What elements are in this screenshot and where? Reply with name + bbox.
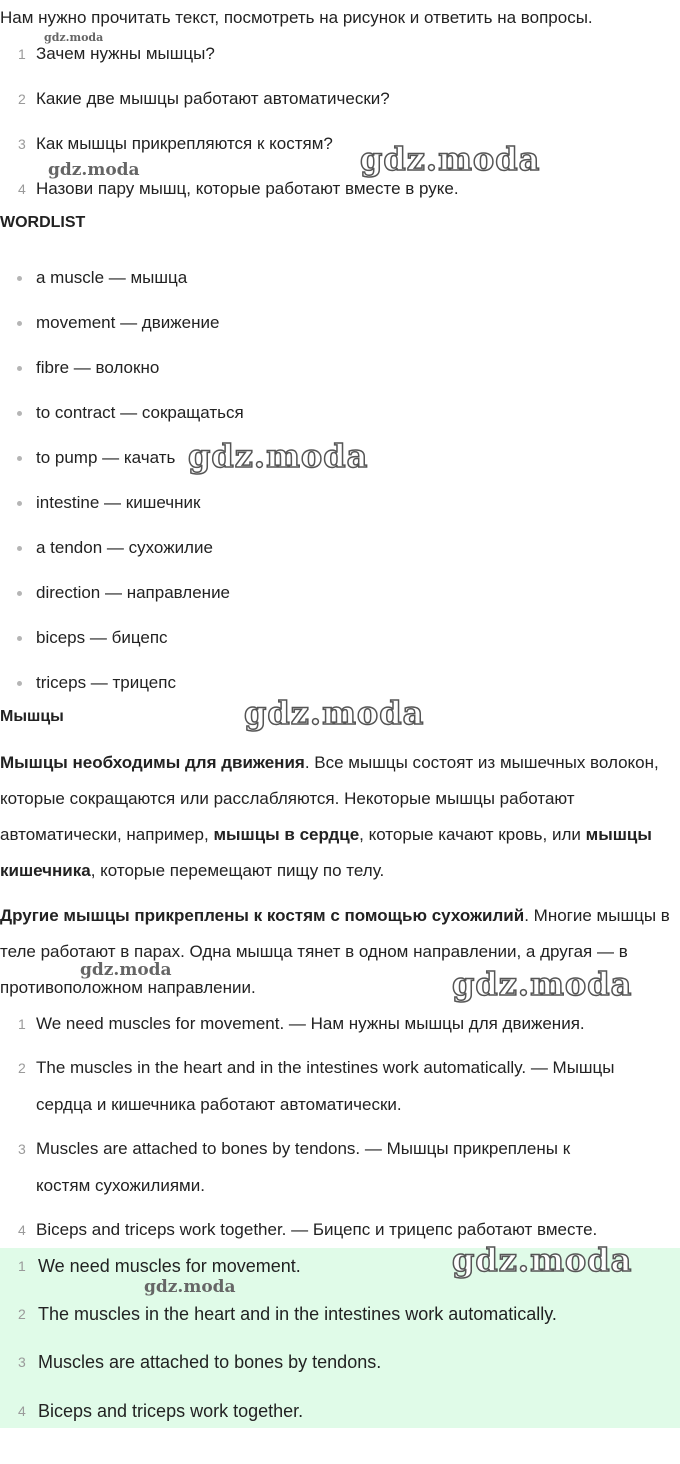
- answer-number: 3: [18, 1354, 26, 1370]
- answer-line: Muscles are attached to bones by tendons. — Мышцы прикреплены к: [36, 1139, 571, 1158]
- bold-phrase: мышцы кишечника: [0, 825, 652, 880]
- wordlist-item: biceps — бицепс: [36, 628, 168, 647]
- watermark: gdz.moda: [44, 31, 104, 44]
- bullet-icon: [17, 276, 22, 281]
- question-item: Зачем нужны мышцы?: [36, 44, 215, 63]
- question-number: 4: [18, 181, 26, 197]
- bullet-icon: [17, 321, 22, 326]
- bold-phrase: Мышцы необходимы для движения: [0, 753, 305, 772]
- wordlist-item: intestine — кишечник: [36, 493, 201, 512]
- bold-phrase: мышцы в сердце: [213, 825, 360, 844]
- question-item: Назови пару мышц, которые работают вместе в руке.: [36, 179, 459, 198]
- wordlist-item: fibre — волокно: [36, 358, 160, 377]
- paragraph-text: . Все мышцы состоят из мышечных волокон, которые сокращаются или расслабляются. Некоторые мышцы работают автоматически, например,: [0, 753, 659, 844]
- paragraph-text: , которые перемещают пищу по телу.: [90, 861, 385, 880]
- answer-number: 4: [18, 1403, 26, 1419]
- answer-number: 2: [18, 1060, 26, 1076]
- answer-number: 1: [18, 1258, 26, 1274]
- watermark: gdz.moda: [188, 437, 369, 475]
- wordlist-item: to contract — сокращаться: [36, 403, 244, 422]
- watermark: gdz.moda: [144, 1277, 236, 1297]
- bullet-icon: [17, 366, 22, 371]
- answer-number: 2: [18, 1306, 26, 1322]
- question-number: 1: [18, 46, 26, 62]
- answer-line: костям сухожилиями.: [36, 1176, 205, 1195]
- bullet-icon: [17, 411, 22, 416]
- bullet-icon: [17, 681, 22, 686]
- answer-number: 3: [18, 1141, 26, 1157]
- wordlist-item: to pump — качать: [36, 448, 176, 467]
- answer-line: We need muscles for movement. — Нам нужны мышцы для движения.: [36, 1014, 585, 1033]
- watermark: gdz.moda: [244, 694, 425, 732]
- bullet-icon: [17, 546, 22, 551]
- wordlist-item: a tendon — сухожилие: [36, 538, 213, 557]
- watermark: gdz.moda: [80, 960, 172, 980]
- intro-text: Нам нужно прочитать текст, посмотреть на рисунок и ответить на вопросы.: [0, 8, 593, 27]
- section-heading: Мышцы: [0, 708, 64, 725]
- paragraph-1: [0, 745, 680, 889]
- wordlist-item: a muscle — мышца: [36, 268, 188, 287]
- watermark: gdz.moda: [360, 140, 541, 178]
- paragraph-text: , которые качают кровь, или: [359, 825, 586, 844]
- question-number: 2: [18, 91, 26, 107]
- watermark: gdz.moda: [452, 1241, 633, 1279]
- answer-line: The muscles in the heart and in the intestines work automatically.: [38, 1304, 557, 1324]
- bullet-icon: [17, 591, 22, 596]
- bullet-icon: [17, 501, 22, 506]
- wordlist-item: triceps — трицепс: [36, 673, 176, 692]
- watermark: gdz.moda: [48, 160, 140, 180]
- answer-line: сердца и кишечника работают автоматически.: [36, 1095, 402, 1114]
- bullet-icon: [17, 636, 22, 641]
- bullet-icon: [17, 456, 22, 461]
- question-item: Как мышцы прикрепляются к костям?: [36, 134, 333, 153]
- answer-line: Muscles are attached to bones by tendons.: [38, 1352, 382, 1372]
- answer-number: 4: [18, 1222, 26, 1238]
- wordlist-item: direction — направление: [36, 583, 231, 602]
- question-item: Какие две мышцы работают автоматически?: [36, 89, 390, 108]
- question-number: 3: [18, 136, 26, 152]
- answer-line: We need muscles for movement.: [38, 1256, 301, 1276]
- answer-line: Biceps and triceps work together.: [38, 1401, 304, 1421]
- wordlist-item: movement — движение: [36, 313, 220, 332]
- wordlist-heading: WORDLIST: [0, 214, 86, 231]
- bold-phrase: Другие мышцы прикреплены к костям с помощью сухожилий: [0, 906, 525, 925]
- answer-number: 1: [18, 1016, 26, 1032]
- watermark: gdz.moda: [452, 965, 633, 1003]
- answer-line: Biceps and triceps work together. — Бицепс и трицепс работают вместе.: [36, 1220, 598, 1239]
- paragraph-text: . Многие мышцы в теле работают в парах. Одна мышца тянет в одном направлении, а другая — в противоположном направлении.: [0, 906, 670, 997]
- answer-line: The muscles in the heart and in the intestines work automatically. — Мышцы: [36, 1058, 615, 1077]
